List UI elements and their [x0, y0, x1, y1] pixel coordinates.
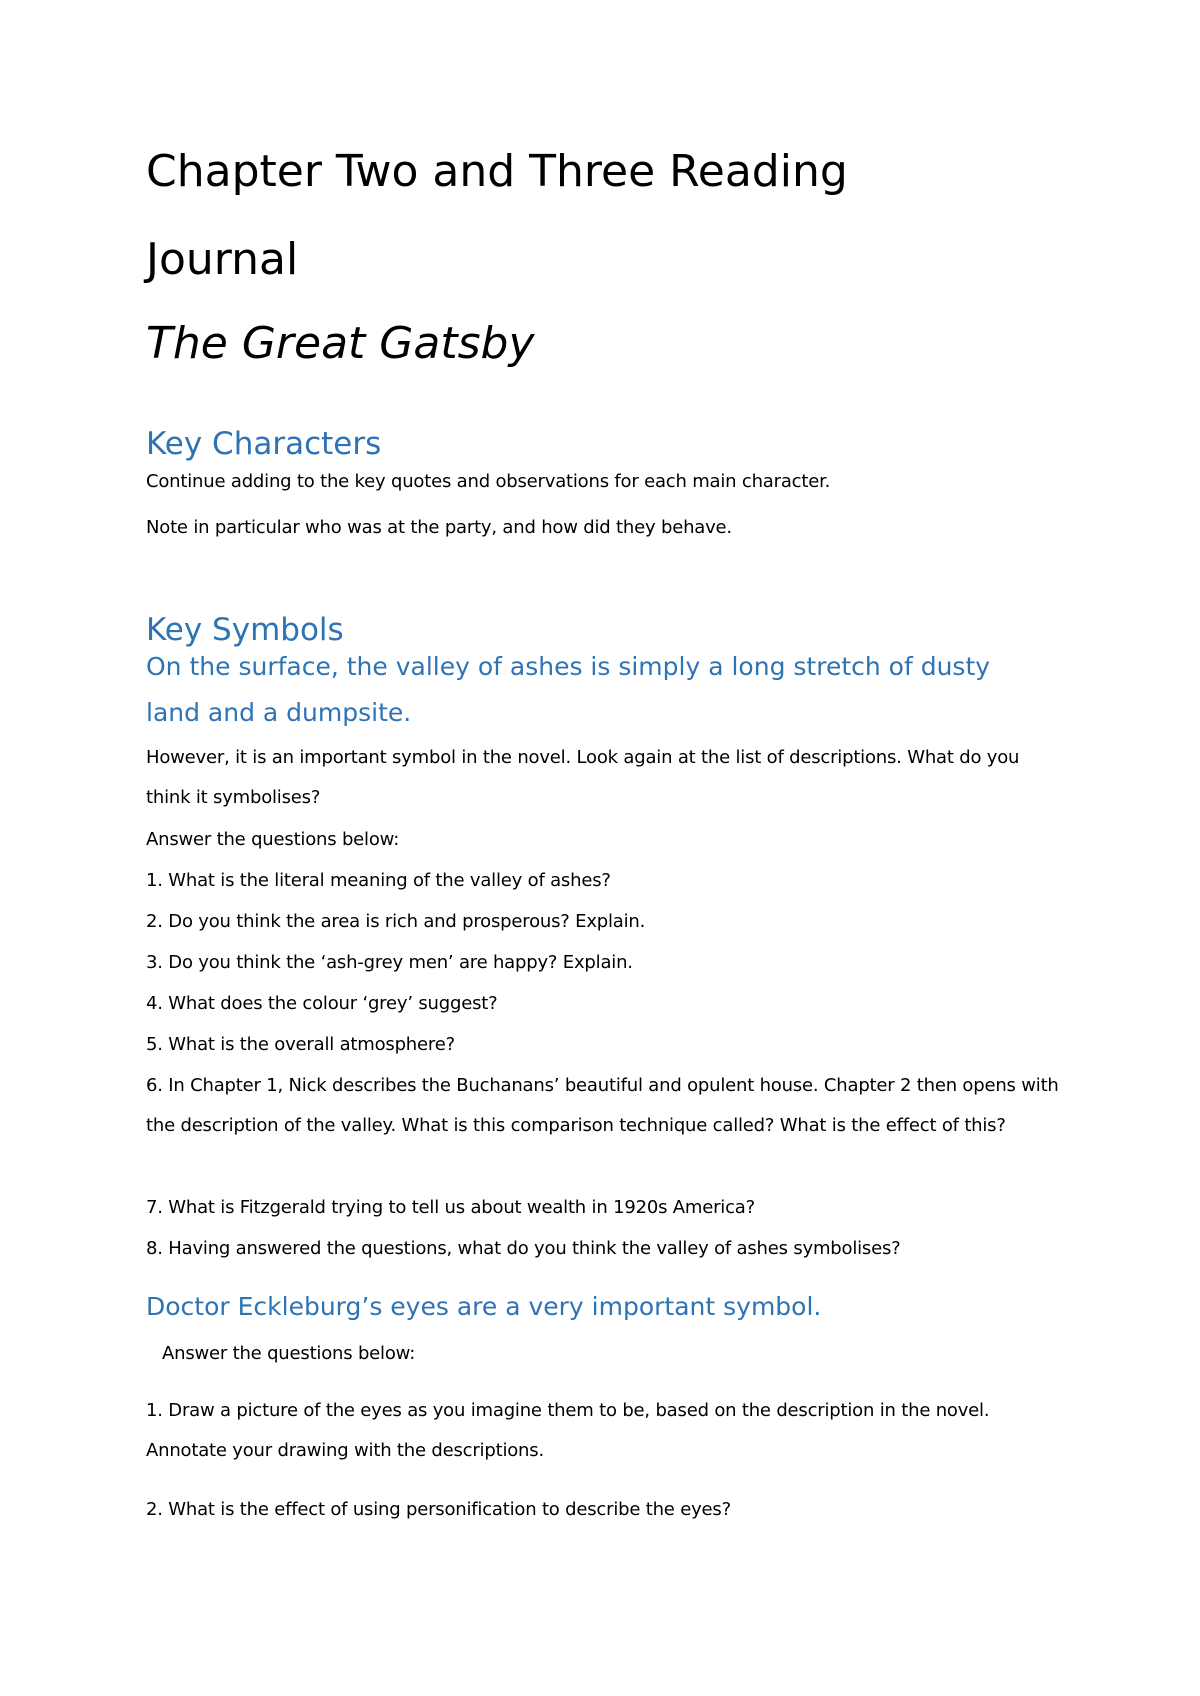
page-title-line-1: Chapter Two and Three Reading: [146, 146, 848, 197]
valley-question-5: 5. What is the overall atmosphere?: [146, 1034, 455, 1055]
valley-question-4: 4. What does the colour ‘grey’ suggest?: [146, 993, 498, 1014]
eckleburg-answer-prompt: Answer the questions below:: [162, 1343, 416, 1364]
valley-question-6: 6. In Chapter 1, Nick describes the Buchanans’ beautiful and opulent house. Chapter 2 then opens with the description of the valley. What is this comparison technique called? What is the effect of this?: [146, 1075, 1059, 1136]
valley-of-ashes-intro: On the surface, the valley of ashes is simply a long stretch of dusty land and a dumpsite.: [146, 652, 991, 727]
eckleburg-question-1: 1. Draw a picture of the eyes as you imagine them to be, based on the description in the novel. Annotate your drawing with the descriptions.: [146, 1400, 990, 1461]
eckleburg-heading: Doctor Eckleburg’s eyes are a very important symbol.: [146, 1292, 822, 1321]
key-characters-instruction-2: Note in particular who was at the party, and how did they behave.: [146, 517, 732, 538]
eckleburg-question-2: 2. What is the effect of using personification to describe the eyes?: [146, 1499, 731, 1520]
valley-answer-prompt: Answer the questions below:: [146, 829, 400, 850]
page-title-line-2: Journal: [146, 234, 299, 285]
key-symbols-heading: Key Symbols: [146, 612, 344, 648]
valley-question-2: 2. Do you think the area is rich and prosperous? Explain.: [146, 911, 646, 932]
key-characters-heading: Key Characters: [146, 426, 382, 462]
valley-however-paragraph: However, it is an important symbol in the novel. Look again at the list of descriptions. What do you think it symbolises?: [146, 747, 1020, 808]
key-characters-instruction-1: Continue adding to the key quotes and observations for each main character.: [146, 471, 831, 492]
book-title: The Great Gatsby: [146, 318, 535, 369]
valley-question-1: 1. What is the literal meaning of the valley of ashes?: [146, 870, 611, 891]
valley-question-3: 3. Do you think the ‘ash-grey men’ are happy? Explain.: [146, 952, 633, 973]
valley-question-8: 8. Having answered the questions, what do you think the valley of ashes symbolises?: [146, 1238, 901, 1259]
valley-question-7: 7. What is Fitzgerald trying to tell us about wealth in 1920s America?: [146, 1197, 755, 1218]
